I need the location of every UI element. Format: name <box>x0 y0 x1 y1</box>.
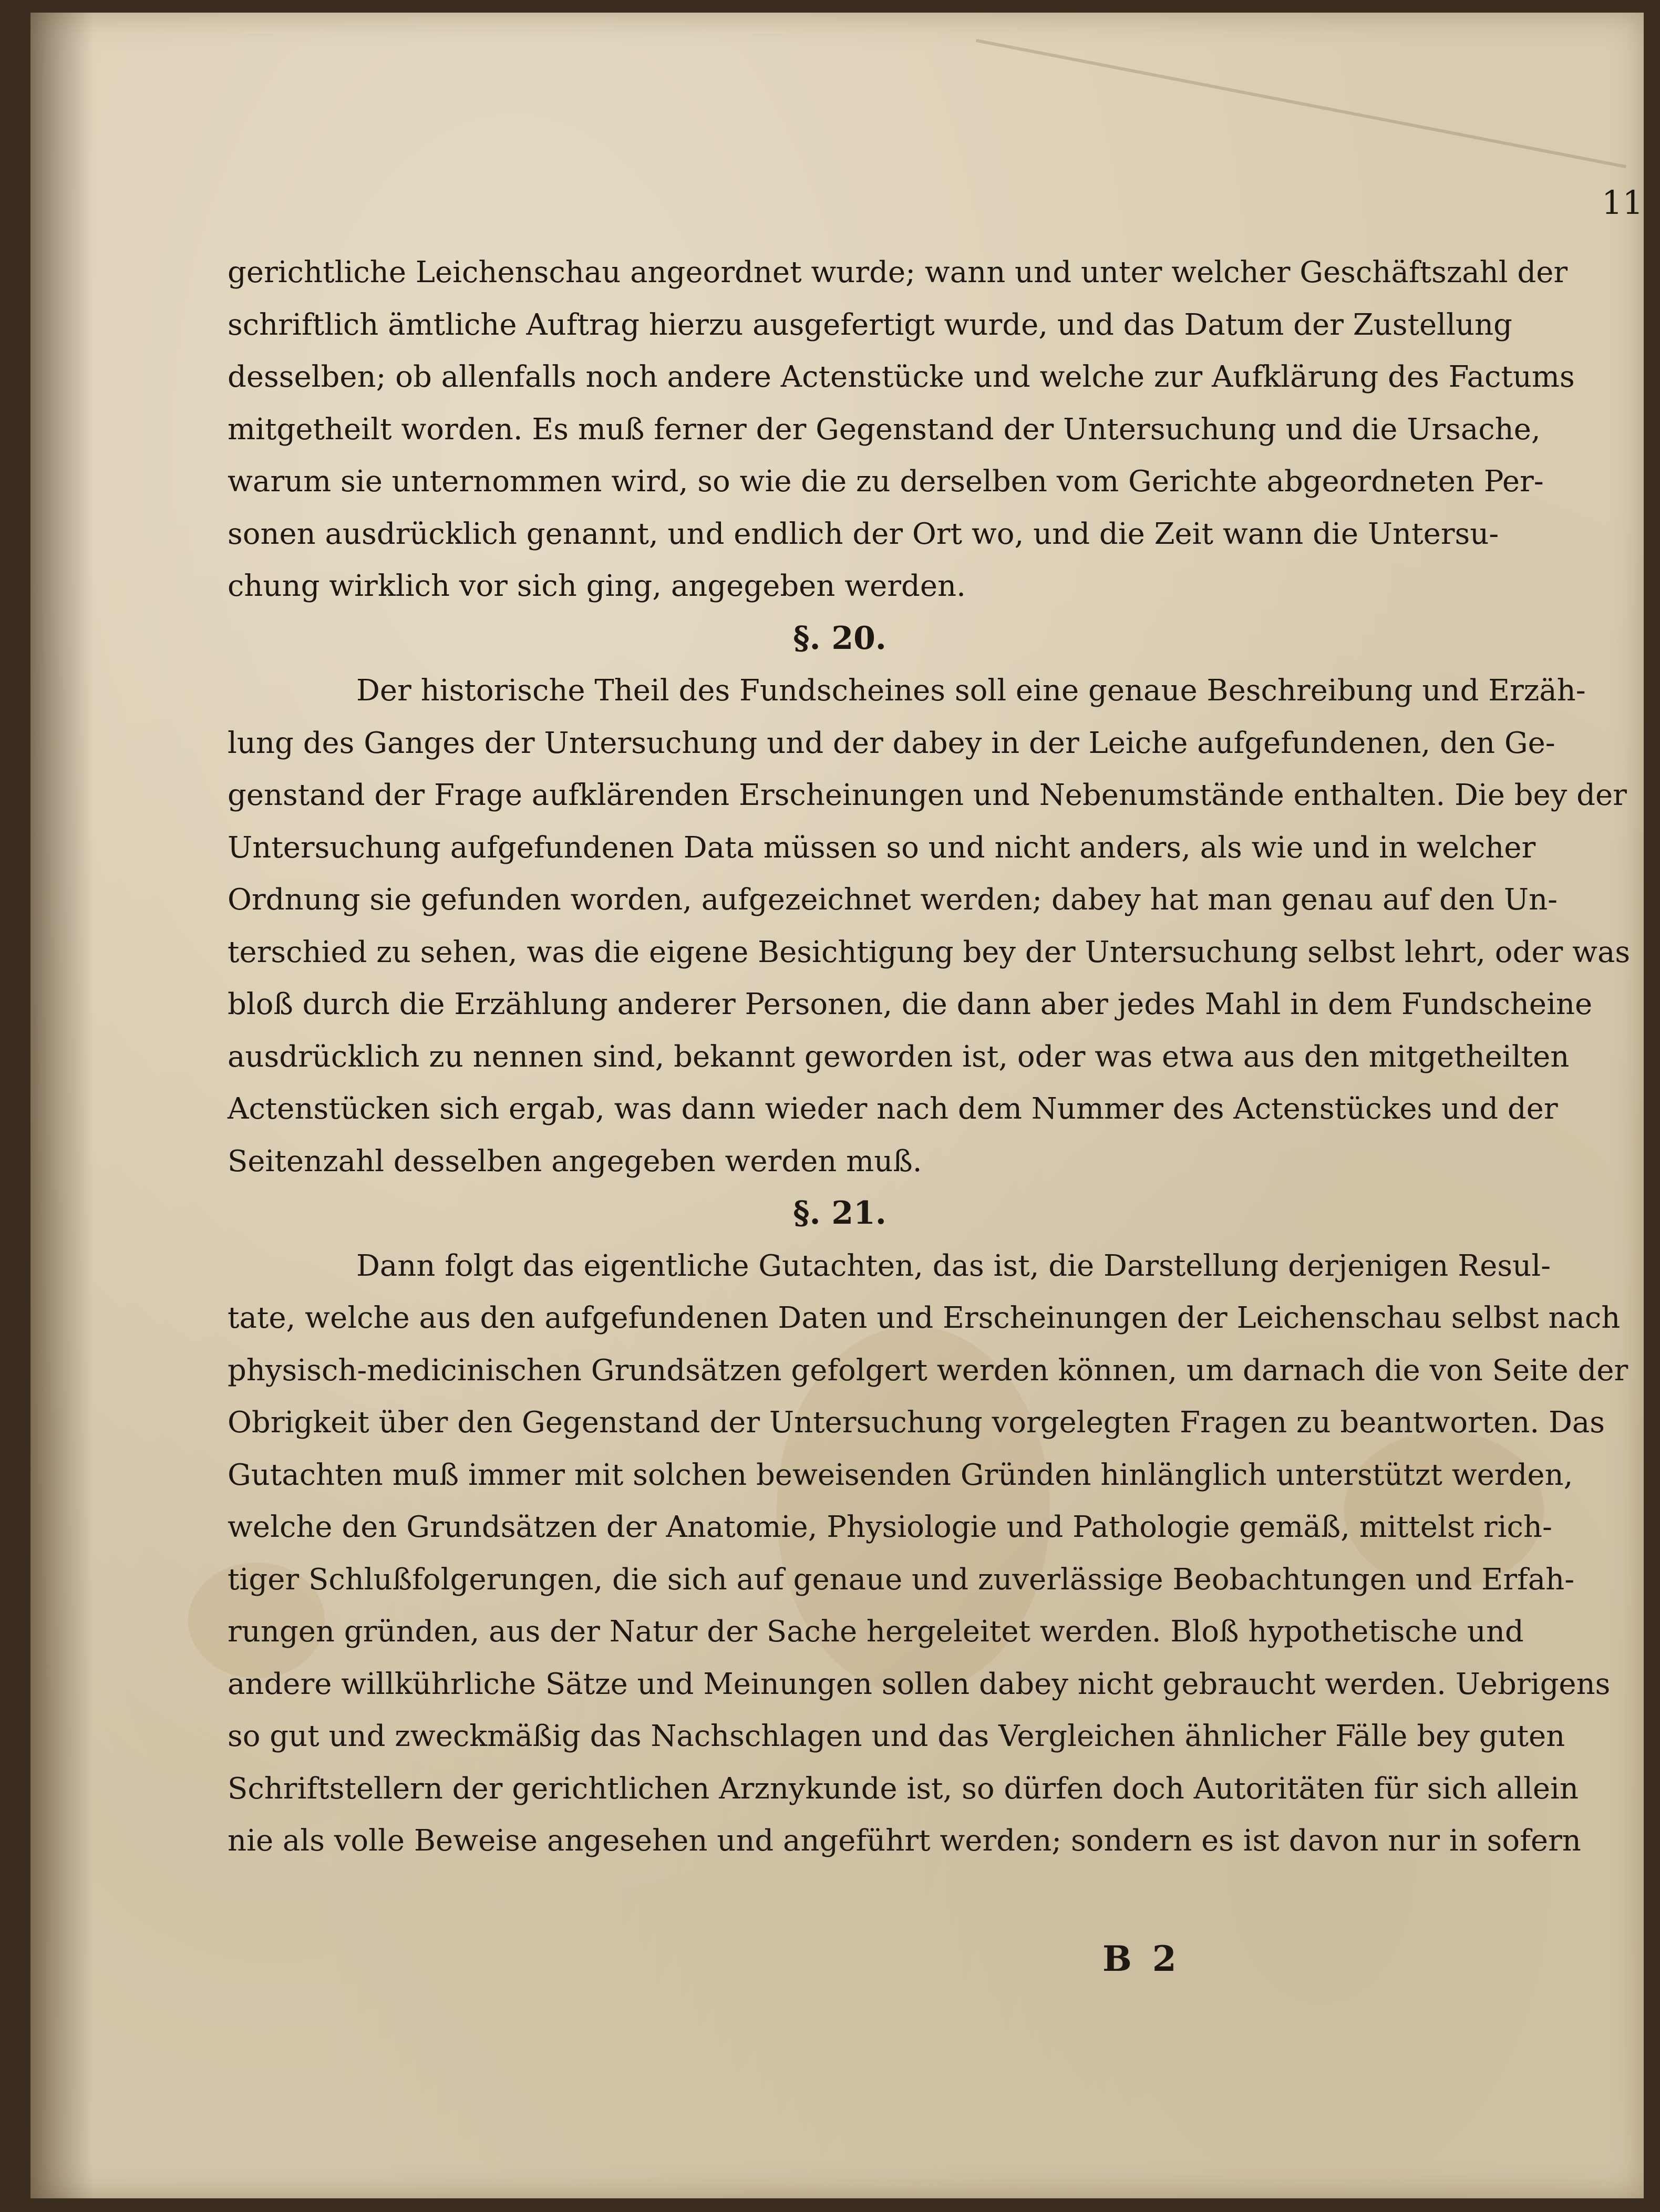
text-line: Obrigkeit über den Gegenstand der Untersuchung vorgelegten Fragen zu beantworten. Das <box>228 1405 1605 1440</box>
page-number: 11 <box>1602 183 1643 222</box>
text-line: sonen ausdrücklich genannt, und endlich der Ort wo, und die Zeit wann die Untersu- <box>228 516 1499 551</box>
text-line: warum sie unternommen wird, so wie die zu derselben vom Gerichte abgeordneten Per- <box>228 464 1544 499</box>
text-line: welche den Grundsätzen der Anatomie, Physiologie und Pathologie gemäß, mittelst rich- <box>228 1510 1552 1544</box>
text-line: Schriftstellern der gerichtlichen Arznykunde ist, so dürfen doch Autoritäten für sich allein <box>228 1771 1579 1806</box>
text-line: chung wirklich vor sich ging, angegeben werden. <box>228 569 966 603</box>
text-line: nie als volle Beweise angesehen und angeführt werden; sondern es ist davon nur in sofern <box>228 1824 1581 1858</box>
text-line: schriftlich ämtliche Auftrag hierzu ausgefertigt wurde, und das Datum der Zustellung <box>228 307 1512 342</box>
text-line: gerichtliche Leichenschau angeordnet wurde; wann und unter welcher Geschäftszahl der <box>228 255 1568 290</box>
body-text <box>228 246 1631 1867</box>
text-line: Seitenzahl desselben angegeben werden muß. <box>228 1144 922 1179</box>
spine-shadow <box>30 13 94 2198</box>
text-line: terschied zu sehen, was die eigene Besichtigung bey der Untersuchung selbst lehrt, oder was <box>228 935 1631 969</box>
signature-mark: B 2 <box>1102 1938 1181 1979</box>
text-line: tate, welche aus den aufgefundenen Daten und Erscheinungen der Leichenschau selbst nach <box>228 1301 1621 1335</box>
text-line: Actenstücken sich ergab, was dann wieder nach dem Nummer des Actenstückes und der <box>228 1092 1558 1126</box>
text-line: desselben; ob allenfalls noch andere Actenstücke und welche zur Aufklärung des Factums <box>228 360 1575 394</box>
section-heading: §. 20. <box>793 619 886 657</box>
text-line: Untersuchung aufgefundenen Data müssen so und nicht anders, als wie und in welcher <box>228 830 1536 865</box>
text-line: mitgetheilt worden. Es muß ferner der Gegenstand der Untersuchung und die Ursache, <box>228 412 1541 447</box>
section-heading: §. 21. <box>793 1195 886 1232</box>
paper-fold-crease <box>976 39 1626 168</box>
text-line: lung des Ganges der Untersuchung und der dabey in der Leiche aufgefundenen, den Ge- <box>228 726 1555 760</box>
book-page <box>30 13 1644 2198</box>
text-line: physisch-medicinischen Grundsätzen gefolgert werden können, um darnach die von Seite der <box>228 1353 1628 1388</box>
text-line: rungen gründen, aus der Natur der Sache hergeleitet werden. Bloß hypothetische und <box>228 1615 1524 1649</box>
text-line: Dann folgt das eigentliche Gutachten, das ist, die Darstellung derjenigen Resul- <box>356 1248 1551 1283</box>
text-line: Der historische Theil des Fundscheines soll eine genaue Beschreibung und Erzäh- <box>356 674 1586 708</box>
text-line: bloß durch die Erzählung anderer Personen, die dann aber jedes Mahl in dem Fundscheine <box>228 987 1593 1021</box>
text-line: andere willkührliche Sätze und Meinungen sollen dabey nicht gebraucht werden. Uebrigens <box>228 1667 1611 1701</box>
text-line: genstand der Frage aufklärenden Erscheinungen und Nebenumstände enthalten. Die bey der <box>228 778 1627 812</box>
text-line: ausdrücklich zu nennen sind, bekannt geworden ist, oder was etwa aus den mitgetheilten <box>228 1039 1570 1074</box>
text-line: tiger Schlußfolgerungen, die sich auf genaue und zuverlässige Beobachtungen und Erfah- <box>228 1562 1575 1597</box>
text-line: Gutachten muß immer mit solchen beweisenden Gründen hinlänglich unterstützt werden, <box>228 1458 1573 1492</box>
text-line: so gut und zweckmäßig das Nachschlagen und das Vergleichen ähnlicher Fälle bey guten <box>228 1719 1565 1753</box>
text-line: Ordnung sie gefunden worden, aufgezeichnet werden; dabey hat man genau auf den Un- <box>228 883 1558 917</box>
